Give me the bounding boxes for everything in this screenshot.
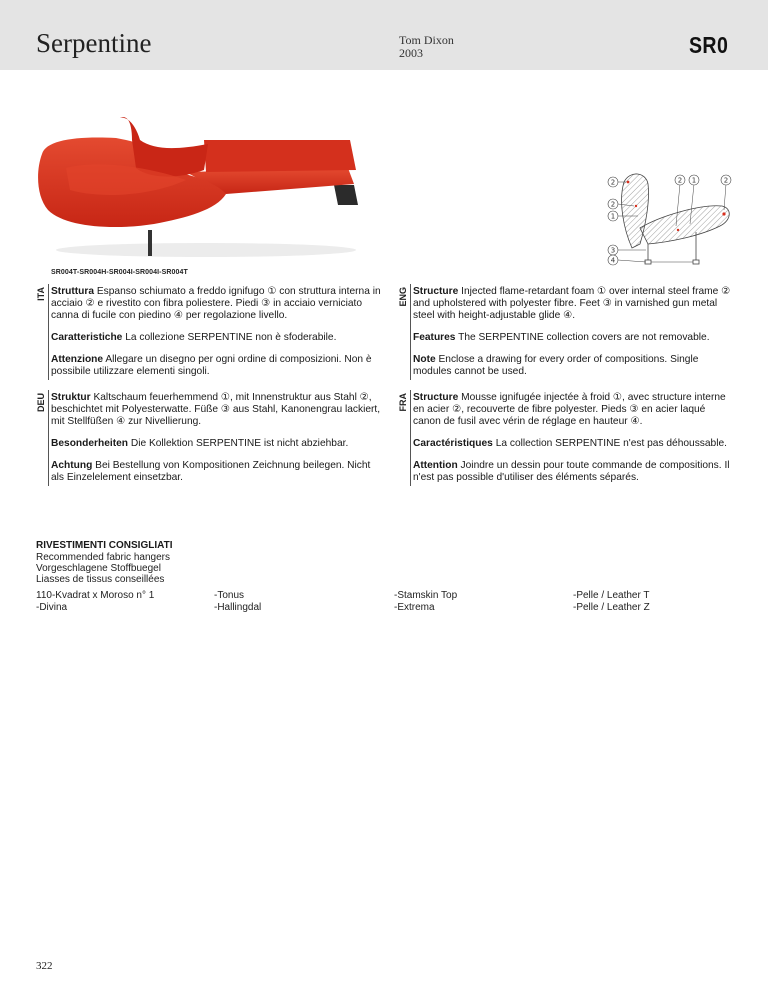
- note-paragraph: [51, 354, 391, 378]
- callout-label: 2: [610, 178, 616, 187]
- fabric-item: -Divina: [36, 602, 68, 613]
- callout-label: 1: [610, 212, 616, 221]
- page-number: 322: [36, 960, 53, 972]
- product-title: Serpentine: [36, 28, 152, 58]
- paragraph-text: Injected flame-retardant foam ① over internal steel frame ② and upholstered with polyester fibre. Feet ③ in varnished gun metal steel with height-adjustable glide ④.: [413, 286, 731, 321]
- paragraph-text: La collection SERPENTINE n'est pas déhoussable.: [495, 438, 727, 449]
- fabric-column-3: [394, 590, 457, 614]
- paragraph-text: Kaltschaum feuerhemmend ①, mit Innenstruktur aus Stahl ②, beschichtet mit Polyesterwatte. Füße ③ aus Stahl, Kanonengrau lackiert, mit Stellfüßen ④ zur Nivellierung.: [51, 392, 381, 427]
- fabrics-subtitle-eng: Recommended fabric hangers: [36, 552, 170, 563]
- fabric-item: -Hallingdal: [214, 602, 262, 613]
- lang-label-eng: ENG: [398, 287, 408, 307]
- sofa-photo: [36, 110, 376, 260]
- paragraph-text: La collezione SERPENTINE non è sfoderabile.: [125, 332, 337, 343]
- paragraph-label: Struttura: [51, 286, 95, 297]
- fabric-column-1: [36, 590, 154, 614]
- fabric-item: -Pelle / Leather Z: [573, 602, 650, 613]
- section-deu: [51, 392, 381, 484]
- paragraph-label: Features: [413, 332, 456, 343]
- paragraph-label: Caractéristiques: [413, 438, 493, 449]
- structure-paragraph: [51, 286, 391, 322]
- fabric-item: -Extrema: [394, 602, 435, 613]
- paragraph-label: Attention: [413, 460, 458, 471]
- structure-paragraph: [413, 392, 735, 428]
- header-band: [0, 0, 768, 70]
- paragraph-text: Joindre un dessin pour toute commande de compositions. Il n'est pas possible d'utiliser des éléments séparés.: [413, 460, 730, 483]
- structure-paragraph: [51, 392, 381, 428]
- paragraph-text: Enclose a drawing for every order of compositions. Single modules cannot be used.: [413, 354, 699, 377]
- paragraph-label: Caratteristiche: [51, 332, 123, 343]
- callout-label: 3: [610, 246, 616, 255]
- callout-label: 2: [610, 200, 616, 209]
- designer-info: [399, 34, 454, 60]
- fabric-column-4: [573, 590, 650, 614]
- fabrics-title: RIVESTIMENTI CONSIGLIATI: [36, 540, 173, 551]
- paragraph-text: Allegare un disegno per ogni ordine di composizioni. Non è possibile utilizzare elementi singoli.: [51, 354, 372, 377]
- section-fra: [413, 392, 735, 484]
- note-paragraph: [413, 354, 735, 378]
- features-paragraph: [51, 438, 381, 450]
- paragraph-label: Achtung: [51, 460, 93, 471]
- design-year: 2003: [399, 46, 423, 60]
- paragraph-label: Note: [413, 354, 436, 365]
- structure-paragraph: [413, 286, 735, 322]
- fabric-item: -Tonus: [214, 590, 245, 601]
- paragraph-text: Bei Bestellung von Kompositionen Zeichnung beilegen. Nicht als Einzelelement einsetzbar.: [51, 460, 371, 483]
- fabric-item: -Pelle / Leather T: [573, 590, 650, 601]
- section-divider: [48, 284, 49, 380]
- section-divider: [410, 284, 411, 380]
- callout-label: 4: [610, 256, 616, 265]
- note-paragraph: [51, 460, 381, 484]
- fabrics-subtitle-fra: Liasses de tissus conseillées: [36, 574, 165, 585]
- paragraph-label: Structure: [413, 286, 459, 297]
- lang-label-deu: DEU: [36, 393, 46, 413]
- technical-diagram: [600, 168, 740, 270]
- section-divider: [48, 390, 49, 486]
- paragraph-label: Structure: [413, 392, 459, 403]
- section-ita: [51, 286, 391, 378]
- callout-label: 2: [677, 176, 683, 185]
- image-caption: SR004T-SR004H-SR004I-SR004I-SR004T: [51, 269, 188, 276]
- features-paragraph: [413, 332, 735, 344]
- lang-label-ita: ITA: [36, 287, 46, 301]
- paragraph-text: Die Kollektion SERPENTINE ist nicht abziehbar.: [130, 438, 349, 449]
- paragraph-label: Besonderheiten: [51, 438, 128, 449]
- paragraph-text: Espanso schiumato a freddo ignifugo ① con struttura interna in acciaio ② e rivestito con fibra poliestere. Piedi ③ in acciaio verniciato canna di fucile con piedino ④ per regolazione livello.: [51, 286, 381, 321]
- callout-label: 2: [723, 176, 729, 185]
- section-divider: [410, 390, 411, 486]
- note-paragraph: [413, 460, 735, 484]
- product-code: SR0: [688, 32, 728, 58]
- lang-label-fra: FRA: [398, 393, 408, 412]
- paragraph-text: The SERPENTINE collection covers are not removable.: [458, 332, 710, 343]
- features-paragraph: [51, 332, 391, 344]
- features-paragraph: [413, 438, 735, 450]
- fabrics-subtitle-deu: Vorgeschlagene Stoffbuegel: [36, 563, 161, 574]
- fabric-item: 110-Kvadrat x Moroso n° 1: [36, 590, 155, 601]
- fabric-item: -Stamskin Top: [394, 590, 458, 601]
- section-eng: [413, 286, 735, 378]
- designer-name: Tom Dixon: [399, 33, 454, 47]
- paragraph-label: Struktur: [51, 392, 91, 403]
- paragraph-text: Mousse ignifugée injectée à froid ①, avec structure interne en acier ②, recouverte de fibre polyester. Pieds ③ en acier laqué canon de fusil avec vérin de réglage en hauteur ④.: [413, 392, 726, 427]
- fabric-column-2: [214, 590, 261, 614]
- callout-label: 1: [691, 176, 697, 185]
- paragraph-label: Attenzione: [51, 354, 104, 365]
